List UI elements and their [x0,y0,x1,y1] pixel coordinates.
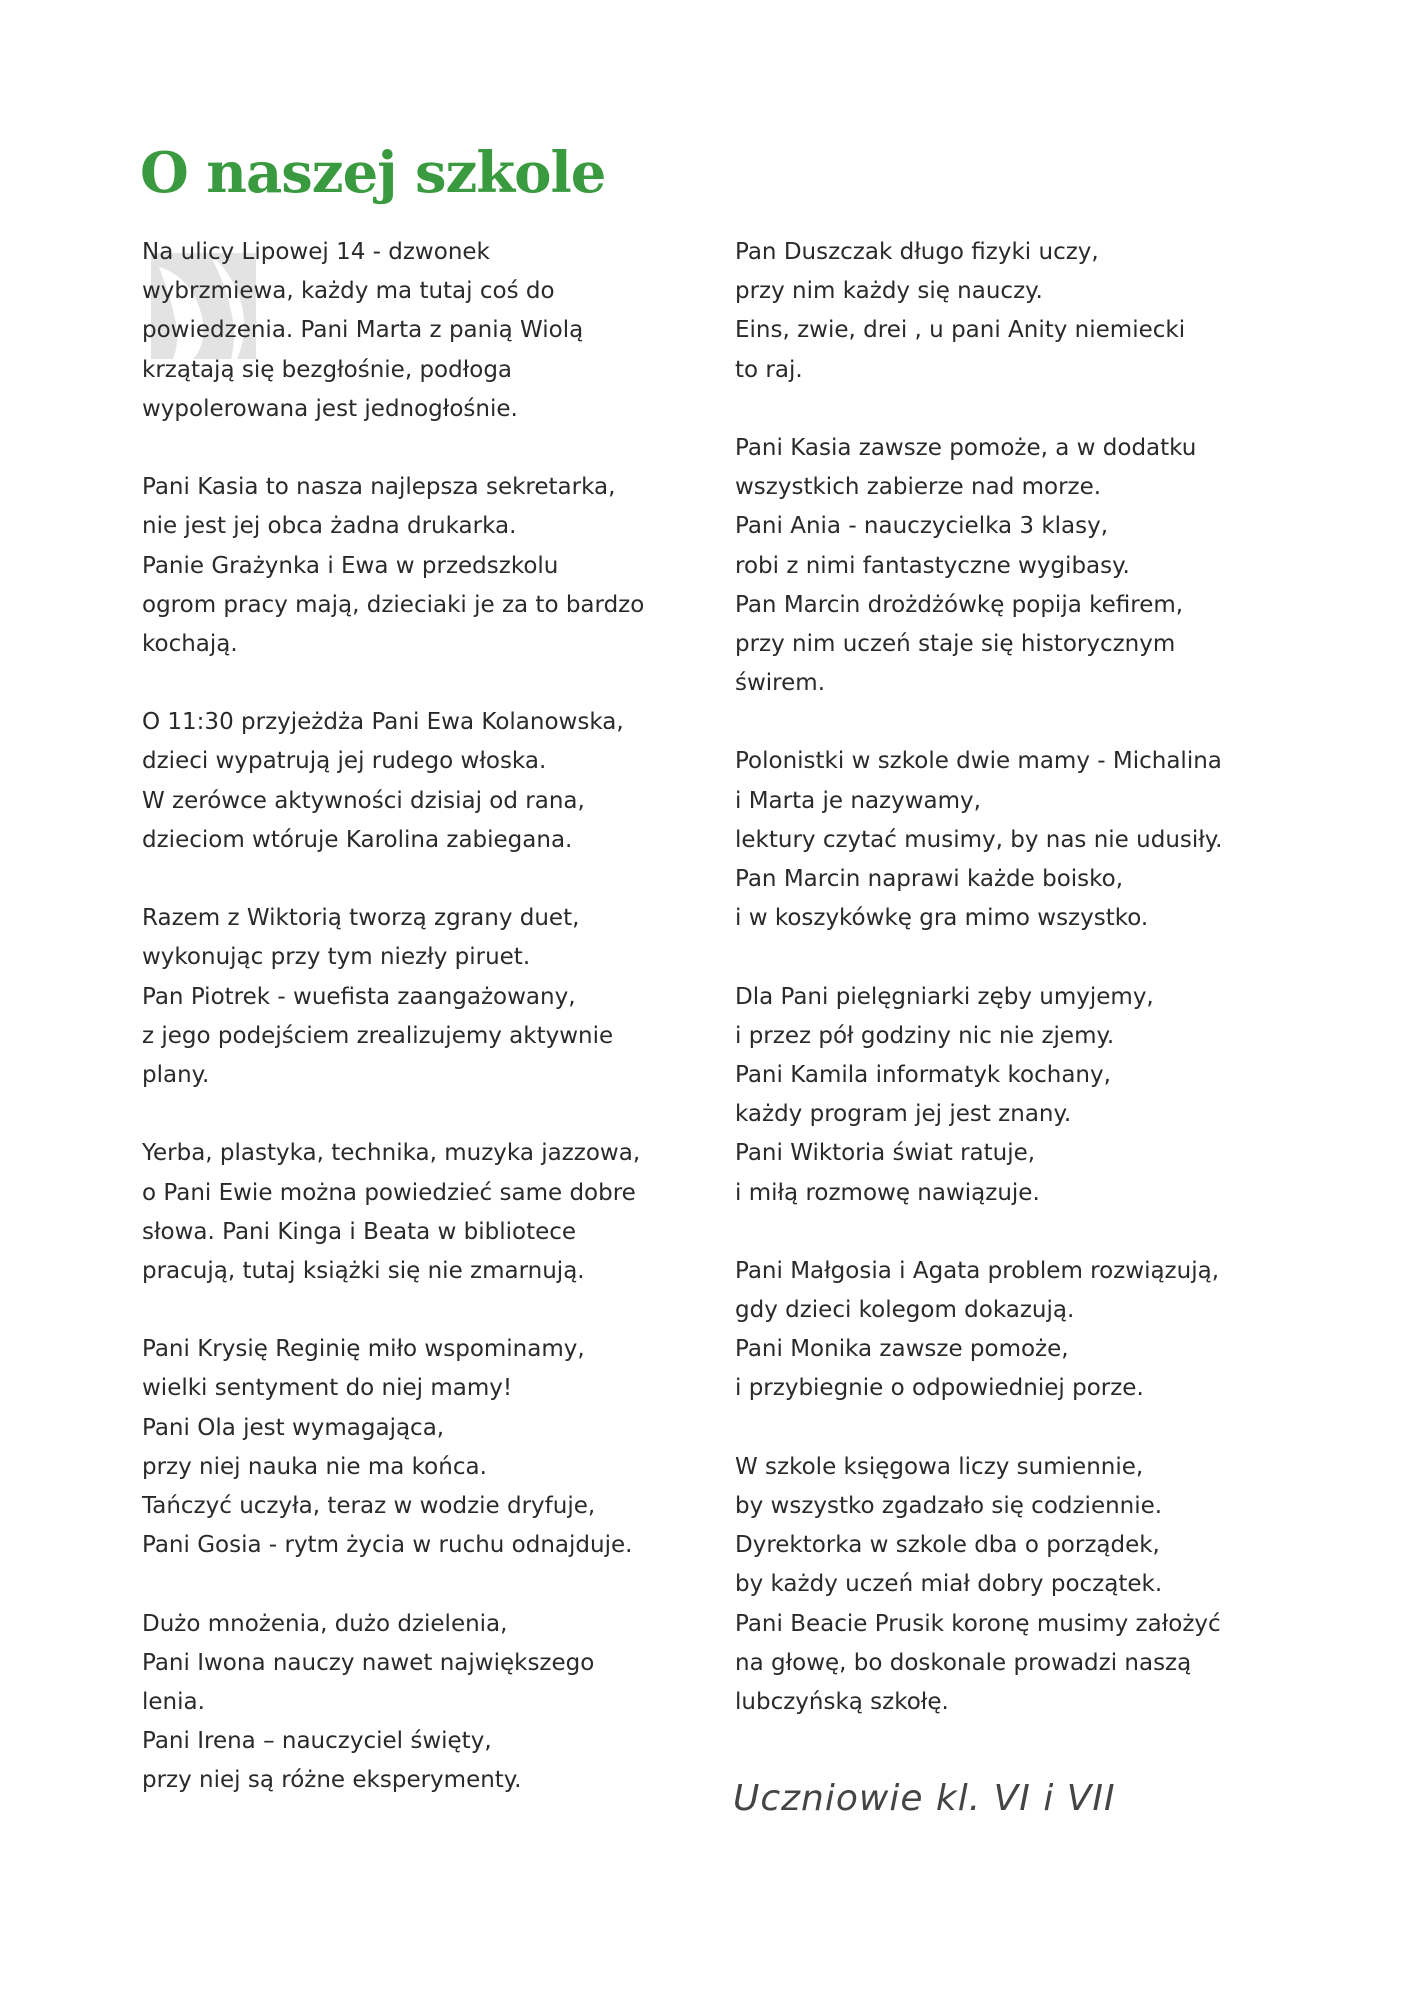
verse-line: kochają. [142,630,238,657]
stanza [142,899,722,1095]
verse-line: Pani Kasia zawsze pomoże, a w dodatku [735,434,1197,461]
verse-line: dzieci wypatrują jej rudego włoska. [142,748,547,775]
stanza [142,1134,722,1291]
verse-line: to raj. [735,356,803,383]
verse-line: Tańczyć uczyła, teraz w wodzie dryfuje, [142,1493,596,1519]
stanza [142,703,722,860]
verse-line: przy nim uczeń staje się historycznym [735,630,1176,657]
verse-line: przy niej są różne eksperymenty. [142,1767,522,1794]
verse-line: Panie Grażynka i Ewa w przedszkolu [142,552,559,579]
verse-line: W szkole księgowa liczy sumiennie, [735,1453,1144,1480]
verse-line: i przez pół godziny nic nie zjemy. [735,1022,1115,1049]
verse-line: lenia. [142,1688,205,1715]
verse-line: Pani Gosia - rytm życia w ruchu odnajduje. [142,1532,633,1559]
stanza [142,1330,722,1565]
verse-line: Eins, zwie, drei , u pani Anity niemiecki [735,317,1186,344]
verse-line: wszystkich zabierze nad morze. [735,474,1102,501]
verse-line: wybrzmiewa, każdy ma tutaj coś do [142,278,555,305]
stanza [142,233,722,429]
verse-line: Pan Marcin drożdżówkę popija kefirem, [735,591,1184,618]
signature: Uczniowie kl. VI i VII [733,1778,1116,1819]
verse-line: Pani Irena – nauczyciel święty, [142,1728,492,1755]
verse-line: lektury czytać musimy, by nas nie udusiły. [735,826,1223,853]
verse-line: Pani Małgosia i Agata problem rozwiązują, [735,1257,1219,1284]
verse-line: Razem z Wiktorią tworzą zgrany duet, [142,905,580,932]
verse-line: plany. [142,1061,210,1088]
verse-line: Pani Krysię Reginię miło wspominamy, [142,1336,585,1363]
verse-line: Na ulicy Lipowej 14 - dzwonek [142,239,490,265]
verse-line: Pani Ola jest wymagająca, [142,1414,445,1441]
verse-line: wykonując przy tym niezły piruet. [142,944,531,971]
verse-line: Pan Marcin naprawi każde boisko, [735,866,1124,892]
verse-line: pracują, tutaj książki się nie zmarnują. [142,1257,585,1284]
verse-line: Dyrektorka w szkole dba o porządek, [735,1532,1160,1559]
verse-line: wypolerowana jest jednogłośnie. [142,395,518,422]
verse-line: krzątają się bezgłośnie, podłoga [142,356,513,383]
verse-line: Pani Ania - nauczycielka 3 klasy, [735,513,1109,540]
verse-line: Dla Pani pielęgniarki zęby umyjemy, [735,983,1154,1010]
verse-line: gdy dzieci kolegom dokazują. [735,1297,1075,1324]
verse-line: Pan Piotrek - wuefista zaangażowany, [142,983,576,1010]
verse-line: Pan Duszczak długo fizyki uczy, [735,239,1099,265]
verse-line: by każdy uczeń miał dobry początek. [735,1571,1163,1598]
verse-line: i w koszykówkę gra mimo wszystko. [735,905,1149,932]
verse-line: Yerba, plastyka, technika, muzyka jazzowa, [142,1140,641,1167]
verse-line: Pani Wiktoria świat ratuje, [735,1140,1036,1167]
verse-line: z jego podejściem zrealizujemy aktywnie [142,1022,614,1049]
verse-line: świrem. [735,670,826,697]
verse-line: Polonistki w szkole dwie mamy - Michalina [735,748,1222,775]
verse-line: O 11:30 przyjeżdża Pani Ewa Kolanowska, [142,709,624,736]
verse-line: każdy program jej jest znany. [735,1101,1072,1128]
verse-line: W zerówce aktywności dzisiaj od rana, [142,787,585,814]
verse-line: i miłą rozmowę nawiązuje. [735,1179,1040,1206]
verse-line: Pani Iwona nauczy nawet największego [142,1649,595,1676]
stanza [735,742,1315,938]
verse-line: słowa. Pani Kinga i Beata w bibliotece [142,1218,577,1245]
verse-line: o Pani Ewie można powiedzieć same dobre [142,1179,636,1206]
stanza [735,1252,1315,1409]
left-column [142,233,722,1840]
stanza [735,429,1315,703]
verse-line: powiedzenia. Pani Marta z panią Wiolą [142,317,584,344]
stanza [142,468,722,664]
verse-line: Pani Kamila informatyk kochany, [735,1061,1111,1088]
verse-line: Pani Kasia to nasza najlepsza sekretarka, [142,474,616,501]
stanza [735,978,1315,1213]
verse-line: Pani Monika zawsze pomoże, [735,1336,1069,1363]
stanza [142,1605,722,1801]
verse-line: robi z nimi fantastyczne wygibasy. [735,552,1130,579]
verse-line: by wszystko zgadzało się codziennie. [735,1493,1163,1519]
verse-line: nie jest jej obca żadna drukarka. [142,513,517,540]
stanza [735,1448,1315,1722]
page-title: O naszej szkole [140,140,606,206]
verse-line: przy nim każdy się nauczy. [735,278,1043,305]
verse-line: lubczyńską szkołę. [735,1688,949,1715]
verse-line: przy niej nauka nie ma końca. [142,1453,487,1480]
right-column [735,233,1315,1761]
verse-line: Pani Beacie Prusik koronę musimy założyć [735,1610,1221,1637]
verse-line: Dużo mnożenia, dużo dzielenia, [142,1610,508,1637]
verse-line: i przybiegnie o odpowiedniej porze. [735,1375,1144,1402]
stanza [735,233,1315,390]
verse-line: wielki sentyment do niej mamy! [142,1375,513,1402]
verse-line: na głowę, bo doskonale prowadzi naszą [735,1649,1192,1676]
verse-line: i Marta je nazywamy, [735,787,981,814]
verse-line: dzieciom wtóruje Karolina zabiegana. [142,826,573,853]
verse-line: ogrom pracy mają, dzieciaki je za to bardzo [142,591,645,618]
